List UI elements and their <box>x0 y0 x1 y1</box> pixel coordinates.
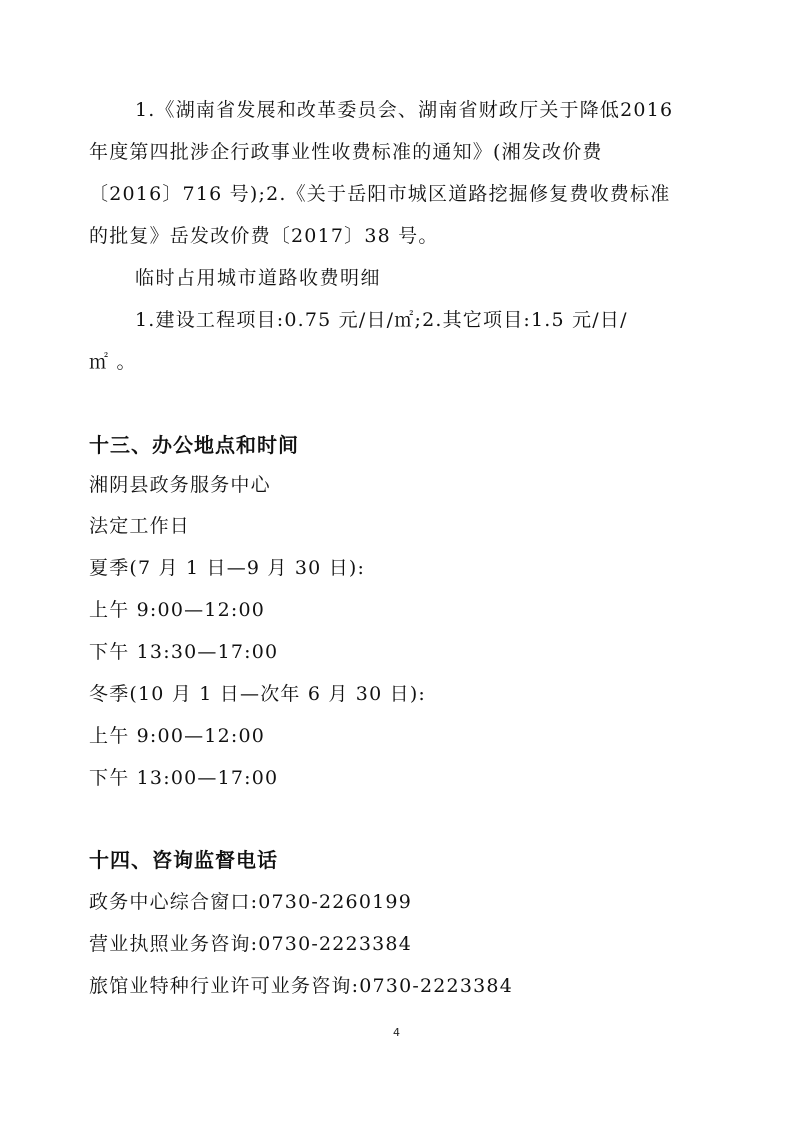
service-window-phone: 政务中心综合窗口:0730-2260199 <box>89 891 412 913</box>
winter-afternoon-hours: 下午 13:00—17:00 <box>89 767 279 789</box>
basis-line-4: 的批复》岳发改价费〔2017〕38 号。 <box>89 225 439 247</box>
winter-season: 冬季(10 月 1 日—次年 6 月 30 日): <box>89 683 427 705</box>
basis-line-3: 〔2016〕716 号);2.《关于岳阳市城区道路挖掘修复费收费标准 <box>89 183 671 205</box>
summer-morning-hours: 上午 9:00—12:00 <box>89 599 266 621</box>
office-location: 湘阴县政务服务中心 <box>89 474 271 496</box>
basis-line-1: 1.《湖南省发展和改革委员会、湖南省财政厅关于降低2016 <box>135 99 674 121</box>
hotel-permit-phone: 旅馆业特种行业许可业务咨询:0730-2223384 <box>89 975 513 997</box>
section-13-heading: 十三、办公地点和时间 <box>89 433 299 457</box>
fee-detail-title: 临时占用城市道路收费明细 <box>135 267 382 289</box>
fee-detail-line-2: ㎡ 。 <box>89 351 137 373</box>
working-days: 法定工作日 <box>89 515 191 537</box>
page-number: 4 <box>393 1026 400 1039</box>
basis-line-2: 年度第四批涉企行政事业性收费标准的通知》(湘发改价费 <box>89 141 603 163</box>
summer-afternoon-hours: 下午 13:30—17:00 <box>89 641 279 663</box>
business-license-phone: 营业执照业务咨询:0730-2223384 <box>89 933 412 955</box>
summer-season: 夏季(7 月 1 日—9 月 30 日): <box>89 557 366 579</box>
section-14-heading: 十四、咨询监督电话 <box>89 848 278 872</box>
winter-morning-hours: 上午 9:00—12:00 <box>89 725 266 747</box>
fee-detail-line-1: 1.建设工程项目:0.75 元/日/㎡;2.其它项目:1.5 元/日/ <box>135 309 628 331</box>
